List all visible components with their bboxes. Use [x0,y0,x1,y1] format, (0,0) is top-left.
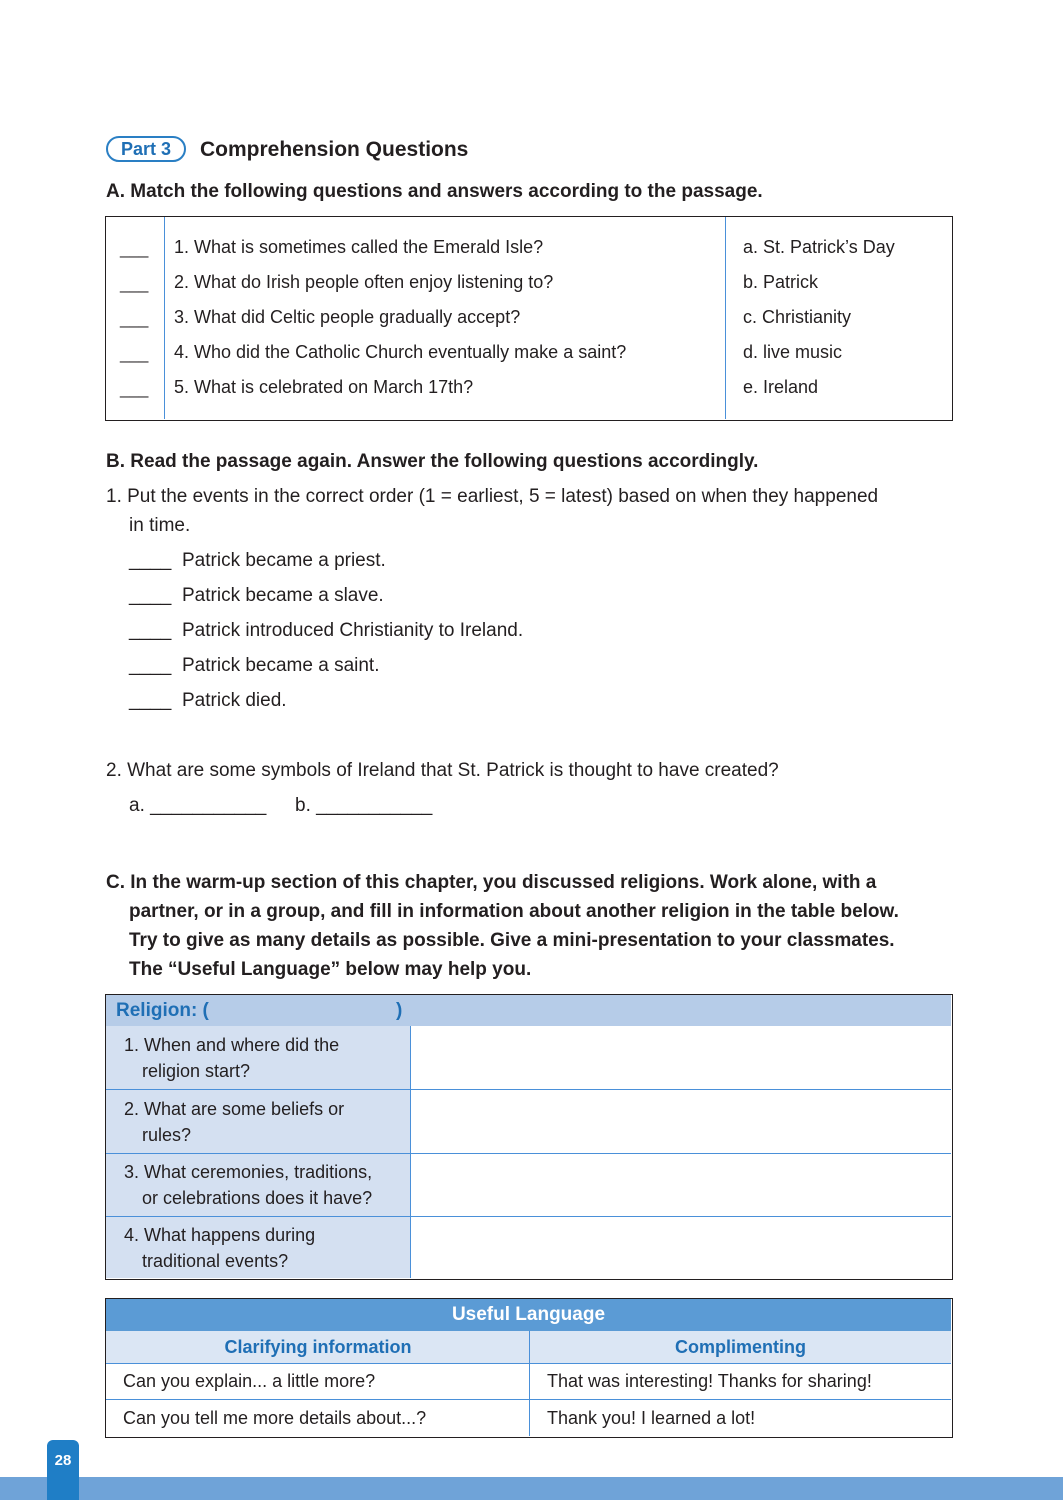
match-answer: a. St. Patrick’s Day [743,237,895,257]
section-a-instruction: A. Match the following questions and answers according to the passage. [106,181,763,202]
religion-question-cont: or celebrations does it have? [142,1188,373,1208]
religion-question-cont: traditional events? [142,1251,289,1271]
religion-table-header [106,995,951,1026]
answer-blank[interactable]: ___ [120,274,149,293]
match-answer: e. Ireland [743,377,819,397]
match-answer: c. Christianity [743,307,852,327]
section-c-line-4: The “Useful Language” below may help you. [129,959,532,980]
event-item: Patrick became a saint. [182,655,380,676]
match-question: 5. What is celebrated on March 17th? [174,377,474,397]
match-divider-2 [725,217,726,419]
answer-blank[interactable]: ___ [120,344,149,363]
part-badge: Part 3 [106,136,186,162]
row-divider [106,1399,951,1400]
religion-question-cont: religion start? [142,1061,251,1081]
phrase-cell: Can you explain... a little more? [123,1371,376,1391]
column-header-complimenting: Complimenting [675,1337,806,1357]
match-question: 3. What did Celtic people gradually accept? [174,307,521,327]
question-1-text: 1. Put the events in the correct order (1 = earliest, 5 = latest) based on when they happened [106,486,879,507]
event-item: Patrick became a slave. [182,585,384,606]
question-1-text-cont: in time. [129,515,191,536]
row-divider [106,1363,951,1364]
answer-cell[interactable] [412,1217,950,1278]
useful-language-table [105,1298,953,1438]
section-c-line-2: partner, or in a group, and fill in information about another religion in the table below. [129,901,899,922]
order-blank[interactable]: ____ [129,655,172,676]
symbol-blank-a[interactable]: a. ___________ [129,795,267,816]
match-question: 4. Who did the Catholic Church eventually make a saint? [174,342,627,362]
match-answer: d. live music [743,342,843,362]
religion-question: 1. When and where did the [124,1035,340,1055]
column-divider [529,1331,530,1436]
part-title: Comprehension Questions [200,138,469,161]
answer-cell[interactable] [412,1154,950,1215]
section-b-instruction: B. Read the passage again. Answer the following questions accordingly. [106,451,759,472]
match-answer: b. Patrick [743,272,819,292]
answer-cell[interactable] [412,1091,950,1152]
match-question: 1. What is sometimes called the Emerald Isle? [174,237,544,257]
answer-blank[interactable]: ___ [120,379,149,398]
event-item: Patrick became a priest. [182,550,386,571]
religion-label-close: ) [396,1000,403,1021]
answer-blank[interactable]: ___ [120,309,149,328]
order-blank[interactable]: ____ [129,550,172,571]
event-item: Patrick died. [182,690,287,711]
column-header-clarifying: Clarifying information [224,1337,412,1357]
answer-cell[interactable] [412,1027,950,1088]
match-table [105,216,953,421]
match-divider-1 [164,217,165,419]
religion-question: 4. What happens during [124,1225,316,1245]
useful-language-title: Useful Language [106,1299,951,1331]
question-2-text: 2. What are some symbols of Ireland that St. Patrick is thought to have created? [106,760,779,781]
answer-blank[interactable]: ___ [120,239,149,258]
religion-label: Religion: ( [116,1000,209,1021]
symbol-blank-b[interactable]: b. ___________ [295,795,433,816]
religion-question-cont: rules? [142,1125,192,1145]
section-c-line-3: Try to give as many details as possible. Give a mini-presentation to your classmates. [129,930,895,951]
order-blank[interactable]: ____ [129,585,172,606]
phrase-cell: Can you tell me more details about...? [123,1408,427,1428]
section-c-line-1: C. In the warm-up section of this chapter, you discussed religions. Work alone, with a [106,872,877,893]
match-question: 2. What do Irish people often enjoy listening to? [174,272,554,292]
religion-question: 3. What ceremonies, traditions, [124,1162,373,1182]
phrase-cell: That was interesting! Thanks for sharing! [547,1371,872,1391]
order-blank[interactable]: ____ [129,690,172,711]
religion-divider [410,1026,411,1278]
event-item: Patrick introduced Christianity to Ireland. [182,620,524,641]
phrase-cell: Thank you! I learned a lot! [547,1408,756,1428]
religion-table [105,994,953,1280]
order-blank[interactable]: ____ [129,620,172,641]
religion-question: 2. What are some beliefs or [124,1099,345,1119]
page-number-tab [47,1440,79,1500]
footer-bar [0,1477,1063,1500]
row-divider [106,1089,951,1090]
page-number: 28 [54,1452,72,1469]
